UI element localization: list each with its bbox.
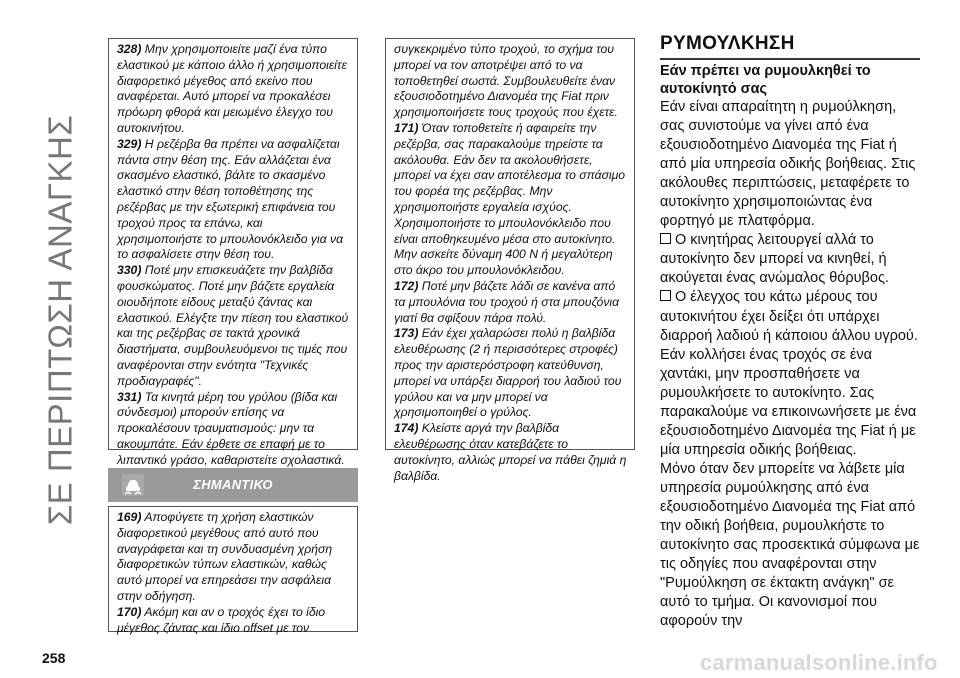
watermark: carmanualsonline.info: [700, 650, 938, 675]
note-number: 171): [394, 120, 419, 135]
note-paragraph: [394, 326, 628, 421]
note-paragraph: [117, 263, 351, 389]
note-number: 173): [394, 326, 419, 341]
warning-title: ΣΗΜΑΝΤΙΚΟ: [193, 477, 273, 492]
note-number: 169): [117, 510, 142, 524]
note-text: Ακόμη και αν ο τροχός έχει το ίδιο μέγεθος ζάντας και ίδιο offset με τον: [117, 604, 326, 635]
note-text: Ποτέ μην επισκευάζετε την βαλβίδα φουσκώματος. Ποτέ μην βάζετε εργαλεία οιουδήποτε είδους μεταξύ ζάντας και ελαστικού. Ελέγξτε την πίεση του ελαστικού και της ρεζέρβας σε τακτά χρονικά διαστήματα, συμβουλευόμενοι τις τιμές που αναφέρονται στην ενότητα "Τεχνικές προδιαγραφές".: [117, 263, 349, 388]
bullet-paragraph: [660, 288, 922, 345]
body-paragraph: [660, 346, 922, 460]
notes-box-left: [108, 38, 358, 467]
body-text-run: Ο έλεγχος του κάτω μέρους του αυτοκινήτου έχει δείξει ότι υπάρχει διαρροή λαδιού ή κάποιου άλλου υγρού.: [660, 289, 918, 344]
note-text: Η ρεζέρβα θα πρέπει να ασφαλίζεται πάντα στην θέση της. Εάν αλλάζεται ένα σκασμένο ελαστικό, βάλτε το σκασμένο ελαστικό στην θέση τοποθέτησης της ρεζέρβας με την εξωτερική επιφάνεια του τροχού προς τα επάνω, και χρησιμοποιήστε το μπουλονόκλειδο για να το ασφαλίσετε στην θέση του.: [117, 136, 344, 262]
notes-box-middle: [385, 38, 635, 483]
section-divider: [660, 58, 920, 60]
note-paragraph: [394, 42, 628, 121]
note-paragraph: [394, 121, 628, 279]
note-text: Τα κινητά μέρη του γρύλου (βίδα και σύνδεσμοι) μπορούν επίσης να προκαλέσουν τραυματισμούς: μην τα ακουμπάτε. Εάν έρθετε σε επαφή με το λιπαντικό γράσο, καθαριστείτε σχολαστικά.: [117, 389, 345, 467]
body-text-run: Εάν είναι απαραίτητη η ρυμούλκηση, σας συνιστούμε να γίνει από ένα εξουσιοδοτημένο Διανομέα της Fiat ή από μία υπηρεσία οδικής βοήθειας. Στις ακόλουθες περιπτώσεις, μεταφέρετε το αυτοκίνητο χρησιμοποιώντας ένα φορτηγό με πλατφόρμα.: [660, 99, 916, 230]
section-body: [660, 98, 922, 631]
note-paragraph: [117, 510, 351, 605]
body-text-run: Μόνο όταν δεν μπορείτε να λάβετε μία υπηρεσία ρυμούλκησης από ένα εξουσιοδοτημένο Διανομέα της Fiat από την οδική βοήθεια, ρυμουλκήστε το αυτοκίνητο σας προσεκτικά σύμφωνα με τις οδηγίες που αναφέρονται στην "Ρυμούλκηση σε έκτακτη ανάγκη" σε αυτό το τμήμα. Οι κανονισμοί που αφορούν την: [660, 460, 920, 630]
note-number: 331): [117, 389, 142, 404]
note-number: 170): [117, 604, 142, 619]
note-text: Ποτέ μην βάζετε λάδι σε κανένα από τα μπουλόνια του τροχού ή στα μπουζόνια γιατί θα σφίξουν πάρα πολύ.: [394, 278, 620, 325]
bullet-paragraph: [660, 231, 922, 288]
chapter-side-title: ΣΕ ΠΕΡΙΠΤΩΣΗ ΑΝΑΓΚΗΣ: [41, 114, 79, 526]
note-text: Εάν έχει χαλαρώσει πολύ η βαλβίδα ελευθέρωσης (2 ή περισσότερες στροφές) προς την αριστερόστροφη κατεύθυνση, μπορεί να υπάρξει διαρροή του λαδιού του γρύλου και να μην μπορεί να χρησιμοποιηθεί ο γρύλος.: [394, 326, 622, 420]
note-text: Κλείστε αργά την βαλβίδα ελευθέρωσης όταν κατεβάζετε το αυτοκίνητο, αλλιώς μπορεί να πάθει ζημιά η βαλβίδα.: [394, 421, 627, 483]
square-bullet-icon: [660, 290, 671, 301]
page-number: 258: [42, 650, 66, 666]
warning-box: [108, 506, 358, 635]
note-paragraph: [117, 137, 351, 263]
section-title: ΡΥΜΟΥΛΚΗΣΗ: [660, 33, 795, 54]
note-paragraph: [394, 279, 628, 326]
note-text: Μην χρησιμοποιείτε μαζί ένα τύπο ελαστικού με κάποιο άλλο ή χρησιμοποιείτε διαφορετικό μέγεθος από εκείνο που αναφέρεται. Αυτό μπορεί να προκαλέσει πρόωρη φθορά και μειωμένο έλεγχο του αυτοκινήτου.: [117, 42, 347, 135]
note-paragraph: [117, 390, 351, 469]
note-paragraph: [117, 605, 351, 637]
square-bullet-icon: [660, 233, 671, 244]
body-text-run: Εάν κολλήσει ένας τροχός σε ένα χαντάκι, μην προσπαθήσετε να ρυμουλκήσετε το αυτοκίνητο. Σας παρακαλούμε να επικοινωνήσετε με ένα εξουσιοδοτημένο Διανομέα της Fiat ή με μία υπηρεσία οδικής βοήθειας.: [660, 346, 917, 458]
note-text: Αποφύγετε τη χρήση ελαστικών διαφορετικού μεγέθους από αυτό που αναγράφεται και τη συνδυασμένη χρήση διαφορετικών τύπων ελαστικών, καθώς αυτό μπορεί να επηρεάσει την ασφάλεια στην οδήγηση.: [117, 510, 333, 603]
note-text: συγκεκριμένο τύπο τροχού, το σχήμα του μπορεί να τον αποτρέψει από το να τοποθετηθεί σωστά. Συμβουλευθείτε έναν εξουσιοδοτημένο Διανομέα της Fiat πριν χρησιμοποιήσετε τους τροχούς που έχετε.: [394, 42, 618, 120]
note-number: 328): [117, 42, 142, 56]
body-text-run: Ο κινητήρας λειτουργεί αλλά το αυτοκίνητο δεν μπορεί να κινηθεί, ή ακούγεται ένας ανώμαλος θόρυβος.: [660, 232, 889, 287]
section-subtitle: Εάν πρέπει να ρυμουλκηθεί το αυτοκίνητό σας: [660, 63, 871, 97]
note-paragraph: [117, 42, 351, 137]
note-text: Όταν τοποθετείτε ή αφαιρείτε την ρεζέρβα, σας παρακαλούμε τηρείστε τα ακόλουθα. Εάν δεν τα ακολουθήσετε, μπορεί να έχει σαν αποτέλεσμα το σπάσιμο του φορέα της ρεζέρβας. Μην χρησιμοποιήστε εργαλεία ισχύος. Χρησιμοποιήστε το μπουλονόκλειδο που είναι αποθηκευμένο μέσα στο αυτοκίνητο. Μην ασκείτε δύναμη 400 N ή μεγαλύτερη στο άκρο του μπουλονόκλειδου.: [394, 120, 626, 278]
body-paragraph: [660, 98, 922, 231]
note-number: 329): [117, 136, 142, 151]
note-number: 330): [117, 263, 142, 278]
note-number: 174): [394, 421, 419, 436]
warning-header: [108, 468, 358, 502]
note-number: 172): [394, 278, 419, 293]
body-paragraph: [660, 460, 922, 631]
note-paragraph: [394, 421, 628, 484]
